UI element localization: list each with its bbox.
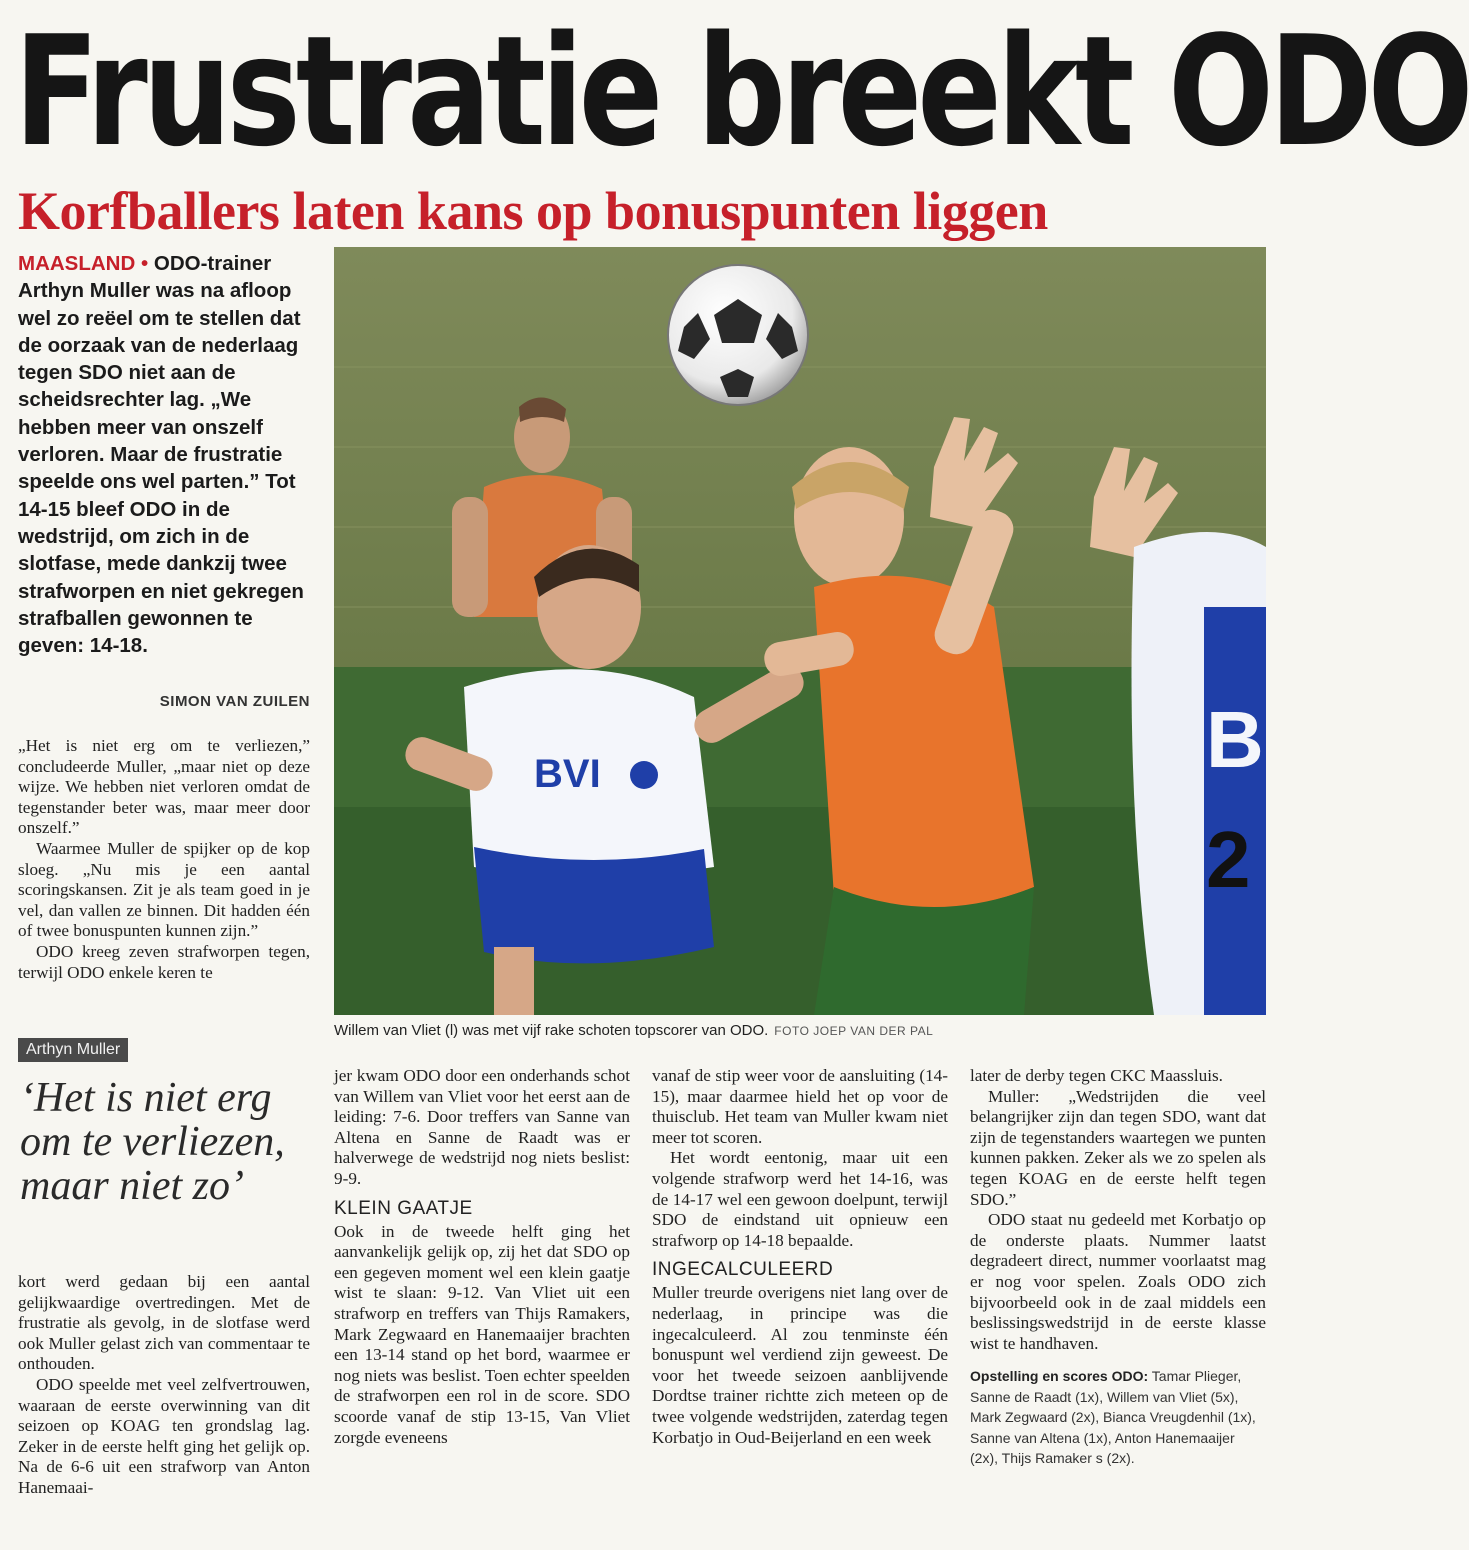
jersey-text: BVI: [534, 752, 601, 796]
lineup-text: Tamar Plieger, Sanne de Raadt (1x), Willem van Vliet (5x), Mark Zegwaard (2x), Bianca Vreugdenhil (1x), Sanne van Altena (1x), Anton Hanemaaijer (2x), Thijs Ramaker s (2x).: [970, 1368, 1256, 1466]
paragraph: kort werd gedaan bij een aantal gelijkwaardige overtredingen. Met de frustratie als gevolg, in de slotfase werd ook Muller gelast zich van commentaar te onthouden.: [18, 1272, 310, 1374]
article-column-1-top: [18, 736, 310, 1016]
article-column-3: [652, 1066, 948, 1546]
article-column-2: [334, 1066, 630, 1546]
match-photo-illustration: [334, 247, 1266, 1015]
jersey-number: 2: [1206, 815, 1251, 904]
paragraph: „Het is niet erg om te verliezen,” concludeerde Muller, „maar niet op deze wijze. We hebben niet verloren omdat de tegenstander beter was, maar meer door onszelf.”: [18, 736, 310, 838]
quote-label: Arthyn Muller: [18, 1038, 128, 1062]
lineup-label: Opstelling en scores ODO:: [970, 1368, 1149, 1385]
pull-quote: ‘Het is niet erg om te verliezen, maar niet zo’: [20, 1075, 285, 1209]
match-photo: [334, 247, 1266, 1015]
caption-text: Willem van Vliet (l) was met vijf rake schoten topscorer van ODO.: [334, 1022, 769, 1039]
paragraph: later de derby tegen CKC Maassluis.: [970, 1066, 1223, 1085]
section-heading-klein-gaatje: KLEIN GAATJE: [334, 1197, 473, 1219]
dateline: MAASLAND: [18, 252, 136, 275]
headline: Frustratie breekt ODO: [14, 3, 1469, 180]
article-column-1-bottom: [18, 1272, 310, 1542]
byline: SIMON VAN ZUILEN: [159, 693, 310, 710]
photo-credit: FOTO JOEP VAN DER PAL: [774, 1024, 934, 1038]
lead-paragraph: [18, 250, 316, 659]
section-heading-ingecalculeerd: INGECALCULEERD: [652, 1259, 834, 1281]
article-column-4: [970, 1066, 1266, 1546]
dateline-separator: •: [135, 252, 154, 275]
player-right: [1132, 532, 1267, 1015]
ball-icon: [668, 265, 808, 405]
paragraph: vanaf de stip weer voor de aansluiting (14-15), maar daarmee hield het op voor de thuisclub. Het team van Muller kwam niet meer tot scoren.: [652, 1066, 948, 1147]
paragraph: ODO kreeg zeven strafworpen tegen, terwijl ODO enkele keren te: [18, 941, 310, 982]
paragraph: Ook in de tweede helft ging het aanvankelijk gelijk op, zij het dat SDO op een gegeven moment wel een klein gaatje wist te slaan: 9-12. Van Vliet uit een strafworp en treffers van Thijs Ramakers, Mark Zegwaard en Hanemaaijer brachten een 13-14 stand op het bord, waarmee er nog niets was beslist. Toen echter speelden de strafworpen een rol in de score. SDO scoorde vanaf de stip 13-15, Van Vliet zorgde eveneens: [334, 1221, 630, 1447]
paragraph: ODO speelde met veel zelfvertrouwen, waaraan de eerste overwinning van dit seizoen op KOAG ten grondslag lag. Zeker in de eerste helft ging het gelijk op. Na de 6-6 uit een strafworp van Anton Hanemaai-: [18, 1374, 310, 1497]
lineup-box: [970, 1366, 1266, 1468]
paragraph: ODO staat nu gedeeld met Korbatjo op de onderste plaats. Nummer laatst degradeert direct, nummer voorlaatst mag er nog voor spelen. Zoals ODO zich bijvoorbeeld ook in de zaal middels een beslissingswedstrijd in de eerste klasse wist te handhaven.: [970, 1210, 1266, 1353]
paragraph: Waarmee Muller de spijker op de kop sloeg. „Nu mis je een aantal scoringskansen. Zit je als team goed in je vel, dan vallen ze binnen. Dit hadden één of twee bonuspunten kunnen zijn.”: [18, 838, 310, 941]
subheadline: Korfballers laten kans op bonuspunten liggen: [18, 181, 1048, 241]
paragraph: Muller treurde overigens niet lang over de nederlaag, in principe was die ingecalculeerd. Al zou tenminste één bonuspunt wel verdiend zijn geweest. De voor het tweede seizoen aanblijvende Dordtse trainer richtte zich meteen op de twee volgende wedstrijden, zaterdag tegen Korbatjo in Oud-Beijerland en een week: [652, 1283, 948, 1447]
paragraph: Muller: „Wedstrijden die veel belangrijker zijn dan tegen SDO, want dat zijn de tegenstanders waartegen we punten kunnen pakken. Zeker als we zo spelen als tegen KOAG en de eerste helft tegen SDO.”: [970, 1086, 1266, 1209]
photo-caption: [334, 1022, 1266, 1039]
lead-text: ODO-trainer Arthyn Muller was na afloop wel zo reëel om te stellen dat de oorzaak van de nederlaag tegen SDO niet aan de scheidsrechter lag. „We hebben meer van onszelf verloren. Maar de frustratie speelde ons wel parten.” Tot 14-15 bleef ODO in de wedstrijd, om zich in de slotfase, mede dankzij twee strafworpen en niet gekregen strafballen gewonnen te geven: 14-18.: [18, 252, 304, 658]
paragraph: Het wordt eentonig, maar uit een volgende strafworp werd het 14-16, was de 14-17 wel een gewoon doelpunt, terwijl SDO de eindstand uit opnieuw een strafworp op 14-18 bepaalde.: [652, 1148, 948, 1250]
paragraph: jer kwam ODO door een onderhands schot van Willem van Vliet voor het eerst aan de leiding: 7-6. Door treffers van Sanne van Altena en Sanne de Raadt was er halverwege de wedstrijd nog niets beslist: 9-9.: [334, 1066, 630, 1188]
jersey-letter: B: [1206, 695, 1264, 784]
